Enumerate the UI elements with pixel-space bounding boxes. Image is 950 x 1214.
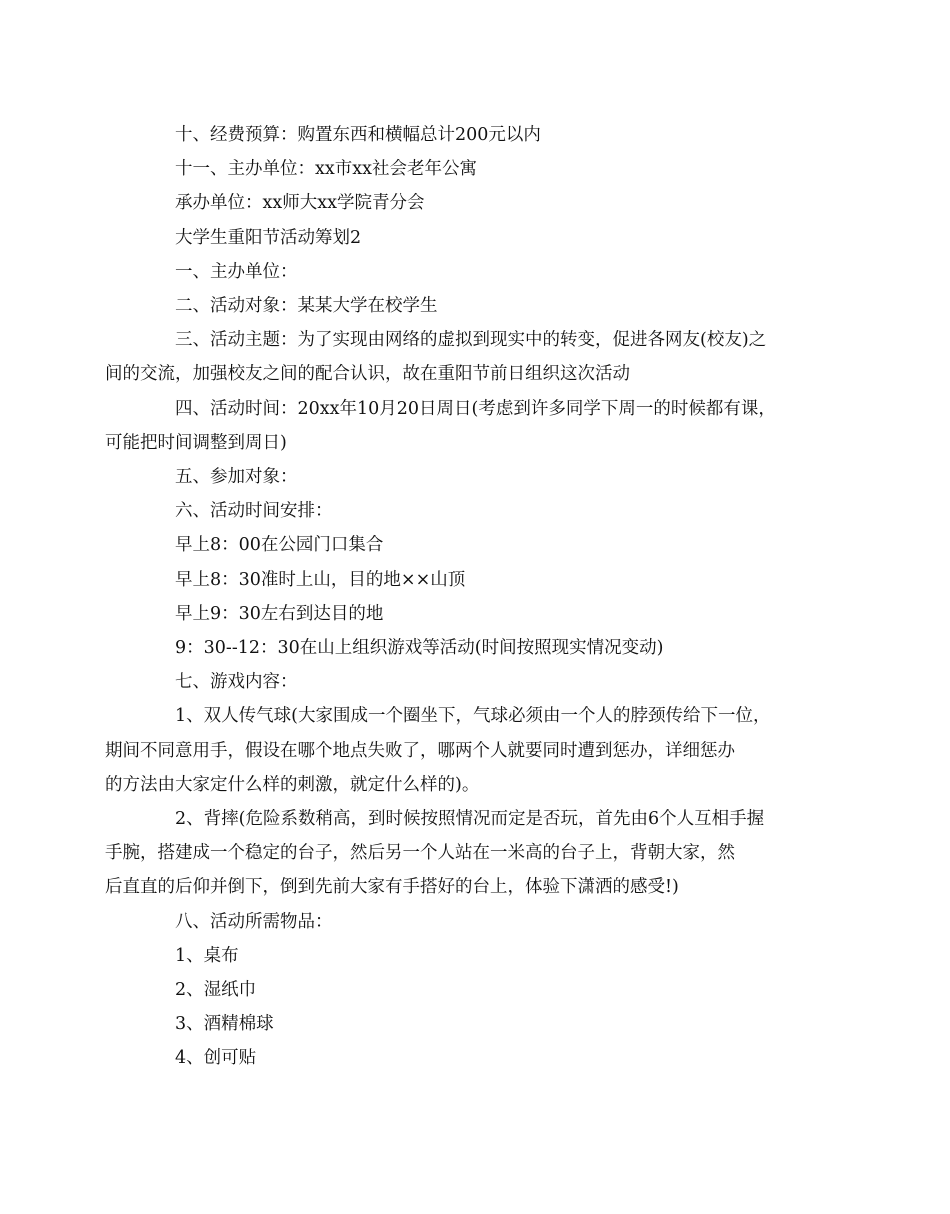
theme-line-1: 三、活动主题：为了实现由网络的虚拟到现实中的转变，促进各网友(校友)之 <box>175 330 767 351</box>
undertaker-line: 承办单位：xx师大xx学院青分会 <box>175 193 425 214</box>
organizer-line: 十一、主办单位：xx市xx社会老年公寓 <box>175 159 477 180</box>
schedule-item: 早上8：00在公园门口集合 <box>175 535 384 556</box>
time-paragraph <box>105 392 830 460</box>
section-title: 大学生重阳节活动筹划2 <box>175 227 362 248</box>
game-1-line-1: 1、双人传气球(大家围成一个圈坐下，气球必须由一个人的脖颈传给下一位， <box>175 706 771 727</box>
schedule-item: 9：30--12：30在山上组织游戏等活动(时间按照现实情况变动) <box>175 638 664 659</box>
game-1-line-3: 的方法由大家定什么样的刺激，就定什么样的)。 <box>105 774 480 795</box>
theme-paragraph <box>105 323 830 391</box>
target-line: 二、活动对象：某某大学在校学生 <box>175 296 438 317</box>
game-2-line-2: 手腕，搭建成一个稳定的台子，然后另一个人站在一米高的台子上，背朝大家，然 <box>105 843 735 864</box>
items-heading: 八、活动所需物品： <box>175 911 333 932</box>
budget-line: 十、经费预算：购置东西和横幅总计200元以内 <box>175 125 541 145</box>
time-line-2: 可能把时间调整到周日) <box>105 432 287 453</box>
schedule-heading: 六、活动时间安排： <box>175 501 333 522</box>
theme-line-2: 间的交流，加强校友之间的配合认识，故在重阳节前日组织这次活动 <box>105 364 630 385</box>
games-heading: 七、游戏内容： <box>175 672 298 693</box>
item-line: 3、酒精棉球 <box>175 1014 274 1035</box>
game-1-line-2: 期间不同意用手，假设在哪个地点失败了，哪两个人就要同时遭到惩办，详细惩办 <box>105 740 735 761</box>
document-body <box>105 118 830 1076</box>
game-2-line-1: 2、背摔(危险系数稍高，到时候按照情况而定是否玩，首先由6个人互相手握 <box>175 809 765 830</box>
game-2-line-3: 后直直的后仰并倒下，倒到先前大家有手搭好的台上，体验下潇洒的感受!) <box>105 877 679 898</box>
schedule-item: 早上9：30左右到达目的地 <box>175 603 384 624</box>
schedule-item: 早上8：30准时上山，目的地××山顶 <box>175 569 466 590</box>
item-line: 1、桌布 <box>175 945 239 966</box>
game-2-paragraph <box>105 802 830 905</box>
game-1-paragraph <box>105 699 830 802</box>
participants-line: 五、参加对象： <box>175 467 298 488</box>
host-line: 一、主办单位： <box>175 261 298 282</box>
item-line: 4、创可贴 <box>175 1048 257 1069</box>
item-line: 2、湿纸巾 <box>175 980 257 1001</box>
time-line-1: 四、活动时间：20xx年10月20日周日(考虑到许多同学下周一的时候都有课， <box>175 398 776 419</box>
